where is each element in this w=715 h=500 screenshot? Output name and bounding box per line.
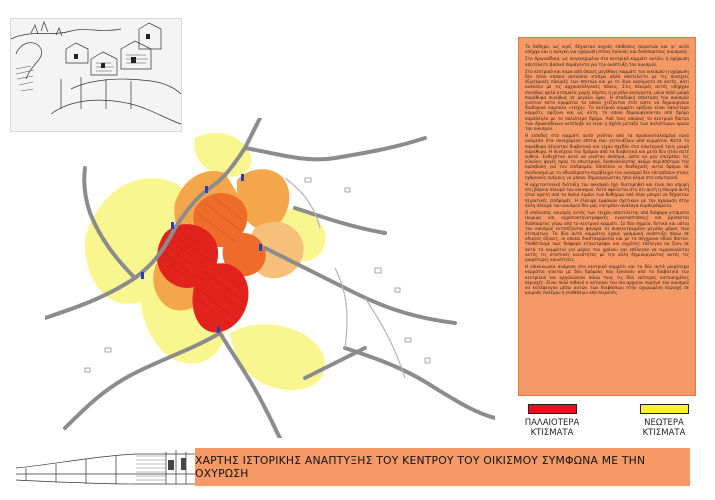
village-sketch-drawing bbox=[11, 19, 181, 131]
description-paragraph-2: Στο Αρωνιάδικα, ως συγκεκριμένα στο κεντρικό κομμάτι αυτών, η οχύρωση αποτελείτε βασικό παράγοντα για την ανάπτυξη του οικισμού. bbox=[525, 56, 689, 67]
street-section-sketch bbox=[16, 444, 196, 490]
legend-label-new: ΝΕΩΤΕΡΑ ΚΤΙΣΜΑΤΑ bbox=[642, 418, 686, 438]
legend-swatch-old bbox=[528, 404, 577, 414]
village-sketch-top bbox=[10, 18, 182, 132]
map-title: ΧΑΡΤΗΣ ΙΣΤΟΡΙΚΗΣ ΑΝΑΠΤΥΞΗΣ ΤΟΥ ΚΕΝΤΡΟΥ ΤΟΥ ΟΙΚΙΣΜΟΥ ΣΥΜΦΩΝΑ ΜΕ ΤΗΝ ΟΧΥΡΩΣΗ bbox=[195, 454, 646, 480]
description-paragraph-7: Η επικοινωνία ανάμεσα στο κεντρικό κομμάτι και τα δύο αυτά μικρότερα κομμάτια γίνεται με δύο δρόμους που ξεκινούν από τα διαβατικά του κεντρικού και οργανώνουν πάνω τους τις δύο νεότερες κατοικημένες περιοχές. Είναι πολύ πιθανό ο κάτοικοι του πιο αρχαίου πυρήνα του οικισμού να κατέφευγαν μέσω αυτών των διαβάσεων στην οχυρωμένη περιοχή σε καιρούς πολέμου ή επιθέσεων από πειρατές. bbox=[525, 264, 689, 296]
map-drawing bbox=[45, 118, 495, 438]
description-panel bbox=[518, 37, 696, 396]
legend-swatch-new bbox=[640, 404, 689, 414]
description-paragraph-1: Το Κύθηρο, ως νησί, δέχονταν συχνές επιθέσεις πειρατών και γι' αυτό υπήρχε και η ανάγκη για οχύρωση στους παλιούς και διάσπαρτους οικισμούς. bbox=[525, 44, 689, 55]
description-paragraph-3: Στο κεντρικό και καρα από όποιες μεγέθους κομμάτι του οικισμού η οχύρωση δεν ήταν κάποιο αυτούσιο κτίσμα αλλά αποτελείτο με τις συνεχείς εξωτερικές πλευρές των σπιτιών και με το λίγα ανοίγματα σε αυτές, κάτι ανάλογο με τις αρχαιοελληνικές πόλεις. Στις πλευρές αυτές υπήρχαν συνήθως ψηλά κτίσματα χωρίς πόρτες ή μεγάλα ανοίγματα, μόνο πολύ μικρά παράθυρα συνήθως σε μεγάλο ύψος. Η σταδιακή επέκταση του οικισμού γινόταν κατά κομμάτια τα οποία χτίζονταν έτσι ώστε να δημιουργούν διαδοχικά καμπύλα «τείχη». Το κεντρικό κομμάτι ορίζουν είναι παλιότερο κομμάτι, ορίζουν και ως κύτη, το οποίο δημιουργούνταν από δρόμο παράλληλο με το παλιότερο δρόμο. Από τους οποίους το κεντρικό δίκτυο των Αρωνιάδικων κατέληξε να είναι η σχέση μεταξύ των παλιότερων οριών του οικισμού. bbox=[525, 68, 689, 132]
street-section-drawing bbox=[16, 444, 196, 490]
description-paragraph-6: Ο υπόλοιπος οικισμός εκτός των τειχών αποτελείται από διάφορα κτίσματα (κυρίως και αγροτοκτηνοτροφικές εγκαταστάσεις) και βρίσκεται διάσπαρτος γύρω από το κεντρικό κομμάτι. Σε δύο σημεία, δυτικά και νότια του οικισμού εντοπίζονται φανερά τα συγκεντρωμένα μεγάλα μέρος των κτισμάτων. Τα δύο αυτά κομμάτια έχουν γραμμική ανάπτυξη πάνω σε οδικούς άξονες, οι οποίοι διασταυρώνται και με το σύγχρονο οδικό δίκτυο. Υποθέτουμε πως διάφορα κτηνοτρόφοι και αγρότες επέλεγαν να ζουν σε αυτά τα κομμάτια για μέρος του χρόνου και επέλεγαν να αγροικιούνται αυτές τις κτιστικές κοινότητες με την άλλη δημιουργώντας αυτές τις μικρότερες κοινότητες. bbox=[525, 210, 689, 262]
legend-label-old: ΠΑΛΑΙΟΤΕΡΑ ΚΤΙΣΜΑΤΑ bbox=[524, 418, 580, 438]
historical-development-map bbox=[45, 118, 495, 438]
map-legend bbox=[520, 404, 695, 442]
description-paragraph-4: Η είσοδος στο κομμάτι αυτό γινόταν από τα προσανατολισμένα κενά ανάμεσα στα συνεχόμενα σπίτια που γειτνιάζουν από κομμάτια. Κατά τα παράθυρα λέγονταν διαβατικά και είχαν σχεδόν στο εσωτερικό τους μικρά παράθυρα. Η συνέχεια του δρόμου από τα διαβατικά και μετά δεν ήταν ποτέ ευθεία. Ενδεχόταν αυτό να γινόταν σκόπιμα, ώστε να μην επιτρέπει τις εύκολες φυγές προς το εσωτερικό, δυσκολεύοντας ακόμα περισσότερο την πρόσβαση για τον επιδρομέα. Επιπλέον οι διαδοχικές αυτοί δρόμοι σε συνδυασμό με το αδιαπέραστο περίβλημα του οικισμού δεν επιτρέπουν στους εχθρικούς ανέμους να μπουν, δημιουργώντας ήπιο κλίμα στο εσωτερικό. bbox=[525, 133, 689, 180]
map-title-banner bbox=[195, 448, 690, 486]
description-paragraph-5: Η αρχιτεκτονική διάταξη του οικισμού έχει διατηρηθεί και είναι πιο ισχυρή στη βόρεια πλευρά του οικισμού. Αυτό οφείλεται στο ότι αυτή η πλευρά αυτή ήταν ορατή από τα παλιά λιμάνι των Κυθήρων από όπου μπορεί να δέχονταν πειρατικές επιδρομές. Η έλλειψη εμφανών σχετικών με την οχύρωση στην άλλη πλευρά του οικισμού δεν μας επιτρέπει ανάλογα συμπεράσματα. bbox=[525, 182, 689, 208]
